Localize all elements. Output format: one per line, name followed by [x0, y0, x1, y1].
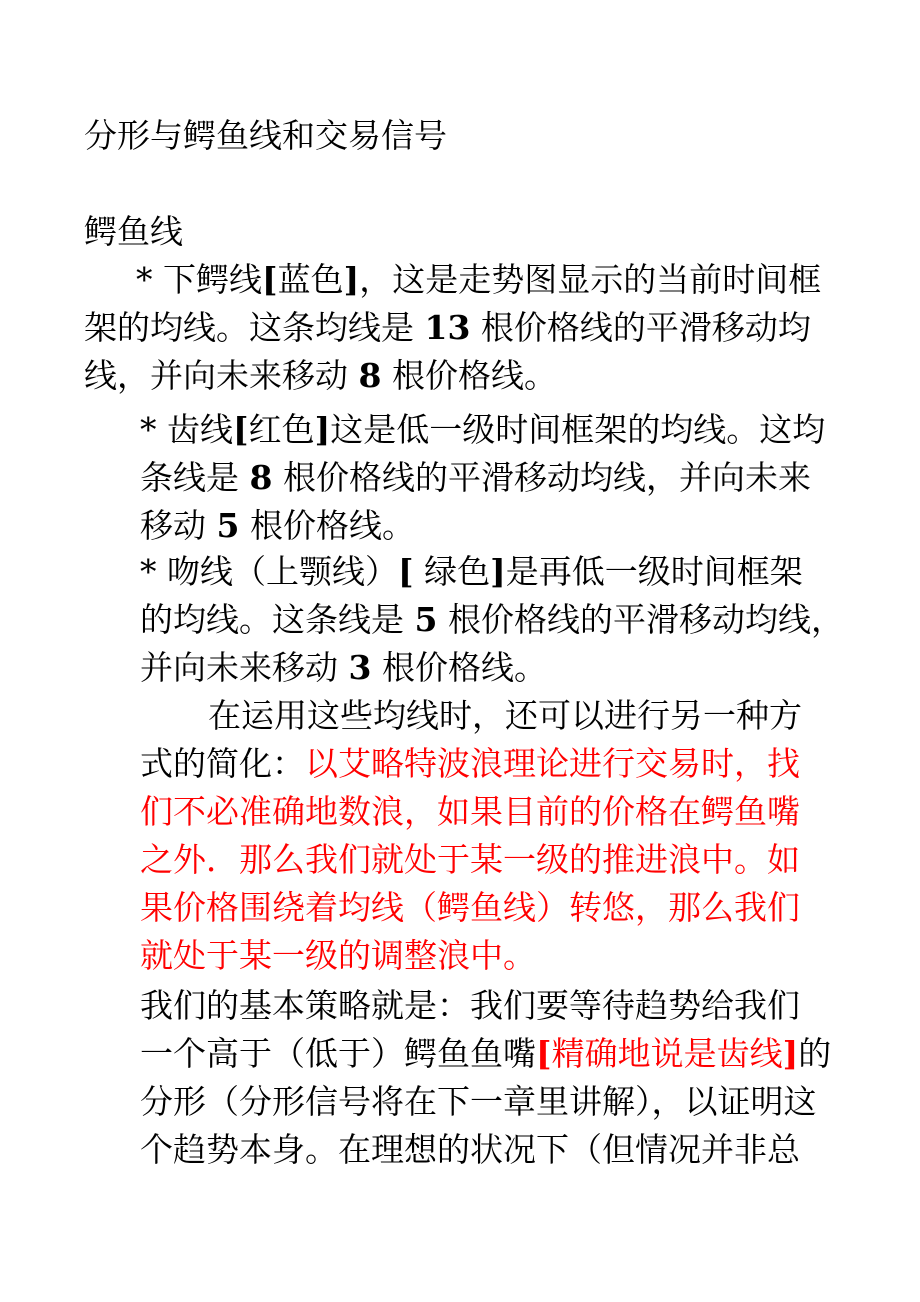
- text-run: 3: [348, 648, 372, 687]
- paragraph-3-line-2: [140, 596, 844, 644]
- paragraph-2-line-2: [140, 454, 811, 502]
- paragraph-1-line-2: [84, 304, 811, 352]
- text-run: 13: [424, 308, 471, 347]
- text-run: 线，并向未来移动: [84, 356, 359, 395]
- text-run: 的均线。这条线是: [140, 600, 415, 639]
- text-run: 架的均线。这条均线是: [84, 308, 425, 347]
- paragraph-3-line-3: [140, 644, 547, 692]
- text-run: 们不必准确地数浪，如果目前的价格在鳄鱼嘴: [140, 792, 800, 831]
- paragraph-5-line-2: [140, 1030, 831, 1078]
- text-run: 之外．那么我们就处于某一级的推进浪中。如: [140, 840, 800, 879]
- paragraph-4-line-4: [140, 836, 800, 884]
- paragraph-5-line-1: [140, 982, 800, 1030]
- text-run: [: [233, 410, 249, 449]
- paragraph-2-line-1: [140, 406, 825, 454]
- text-run: 蓝色: [277, 260, 344, 299]
- text-run: 根价格线的平滑移动均线，: [437, 600, 844, 639]
- text-run: 以艾略特波浪理论进行交易时，找: [305, 744, 800, 783]
- text-run: 这是低一级时间框架的均线。这均: [330, 410, 826, 449]
- text-run: 根价格线。: [371, 648, 547, 687]
- text-run: ]: [490, 552, 506, 591]
- paragraph-5-line-4: [140, 1126, 800, 1174]
- text-run: 是再低一级时间框架: [505, 552, 803, 591]
- paragraph-3-line-1: [140, 548, 803, 596]
- text-run: 的: [798, 1034, 832, 1073]
- text-run: 根价格线的平滑移动均线，并向未来: [272, 458, 811, 497]
- text-run: 一个高于（低于）鳄鱼鱼嘴: [140, 1034, 536, 1073]
- section-heading: 鳄鱼线: [84, 212, 183, 251]
- paragraph-5-line-3: [140, 1078, 817, 1126]
- text-run: 根价格线。: [239, 506, 415, 545]
- text-run: 5: [216, 506, 240, 545]
- paragraph-2-line-3: [140, 502, 415, 550]
- text-run: 5: [414, 600, 438, 639]
- text-run: ]: [314, 410, 331, 449]
- paragraph-4-line-6: [140, 932, 536, 980]
- text-run: 个趋势本身。在理想的状况下（但情况并非总: [140, 1130, 800, 1169]
- text-run: [: [536, 1034, 552, 1073]
- text-run: 8: [358, 356, 382, 395]
- text-run: 8: [249, 458, 273, 497]
- text-run: * 下鳄线: [136, 260, 262, 299]
- text-run: 就处于某一级的调整浪中。: [140, 936, 536, 975]
- text-run: ]: [782, 1034, 799, 1073]
- text-run: 果价格围绕着均线（鳄鱼线）转悠，那么我们: [140, 888, 800, 927]
- text-run: * 齿线: [140, 410, 233, 449]
- text-run: [: [262, 260, 278, 299]
- text-run: 条线是: [140, 458, 250, 497]
- text-run: 精确地说是齿线: [551, 1034, 783, 1073]
- text-run: 我们的基本策略就是：我们要等待趋势给我们: [140, 986, 800, 1025]
- paragraph-4-line-2: [140, 740, 800, 788]
- text-run: [: [398, 552, 414, 591]
- text-run: 根价格线。: [381, 356, 557, 395]
- text-run: ]: [343, 260, 360, 299]
- text-run: 式的简化：: [140, 744, 305, 783]
- paragraph-4-line-5: [140, 884, 800, 932]
- text-run: 并向未来移动: [140, 648, 349, 687]
- text-run: * 吻线（上颚线）: [140, 552, 398, 591]
- document-title: 分形与鳄鱼线和交易信号: [84, 116, 447, 155]
- text-run: 在运用这些均线时，还可以进行另一种方: [208, 696, 802, 735]
- text-run: 分形（分形信号将在下一章里讲解），以证明这: [140, 1082, 817, 1121]
- paragraph-4-line-3: [140, 788, 800, 836]
- paragraph-1-line-3: [84, 352, 557, 400]
- text-run: ，这是走势图显示的当前时间框: [359, 260, 822, 299]
- text-run: 移动: [140, 506, 217, 545]
- paragraph-4-line-1: [208, 692, 802, 740]
- text-run: 绿色: [413, 552, 491, 591]
- text-run: 根价格线的平滑移动均: [470, 308, 811, 347]
- paragraph-1-line-1: [136, 256, 821, 304]
- text-run: 红色: [248, 410, 315, 449]
